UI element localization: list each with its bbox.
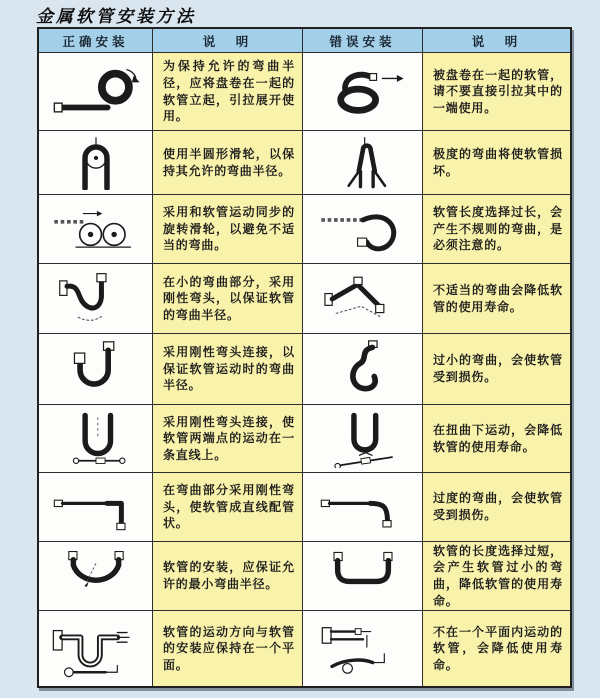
too-short-hose-illustration: [302, 542, 422, 610]
minimum-bend-radius-illustration: [39, 542, 152, 610]
header-wrong-install: 错误安装: [302, 29, 422, 52]
note-text: 采用刚性弯头连接，使软管两端点的运动在一条直线上。: [163, 414, 295, 462]
correct-description: [152, 542, 302, 610]
page-title: 金属软管安装方法: [36, 7, 196, 26]
correct-description: [152, 264, 302, 333]
wrong-description: [422, 53, 570, 130]
wrong-description: [422, 131, 570, 194]
too-small-bend-illustration: [302, 334, 422, 404]
twisted-motion-illustration: [302, 405, 422, 472]
out-of-plane-illustration: [302, 611, 422, 686]
table-row: [39, 610, 570, 686]
note-text: 软管的安装，应保证允许的最小弯曲半径。: [163, 560, 295, 591]
straight-piping-elbow-illustration: [39, 473, 152, 541]
pulley-hose-illustration: [39, 131, 152, 194]
wrong-description: [422, 542, 570, 610]
correct-description: [152, 195, 302, 263]
note-text: 被盘卷在一起的软管，请不要直接引拉其中的一端使用。: [433, 67, 563, 115]
table-row: [39, 541, 570, 610]
table-row: [39, 194, 570, 263]
table-row: [39, 263, 570, 333]
rigid-elbow-j-loop-illustration: [39, 334, 152, 404]
wrong-description: [422, 473, 570, 541]
wrong-description: [422, 195, 570, 263]
table-row: [39, 404, 570, 472]
note-text: 在扭曲下运动，会降低软管的使用寿命。: [433, 422, 563, 454]
correct-description: [152, 334, 302, 404]
note-text: 过度的弯曲，会使软管受到损伤。: [433, 491, 563, 522]
same-plane-trap-illustration: [39, 611, 152, 686]
wrong-description: [422, 611, 570, 686]
installation-guide-table: [37, 27, 572, 688]
u-loop-straight-line-illustration: [39, 405, 152, 472]
wrong-description: [422, 264, 570, 333]
note-text: 软管长度选择过长，会产生不规则的弯曲，是必须注意的。: [433, 205, 563, 253]
excessive-bend-illustration: [302, 473, 422, 541]
correct-description: [152, 611, 302, 686]
correct-description: [152, 405, 302, 472]
wrong-description: [422, 334, 570, 404]
wrong-description: [422, 405, 570, 472]
correct-description: [152, 53, 302, 130]
note-text: 不在一个平面内运动的软管，会降低使用寿命。: [433, 624, 563, 672]
improper-bend-illustration: [302, 264, 422, 333]
table-header-row: [39, 29, 570, 52]
coiled-hose-pulled-illustration: [302, 53, 422, 130]
table-row: [39, 130, 570, 194]
note-text: 过小的弯曲，会使软管受到损伤。: [433, 353, 563, 384]
note-text: 不适当的弯曲会降低软管的使用寿命。: [433, 282, 563, 314]
note-text: 在弯曲部分采用刚性弯头，使软管成直线配管状。: [163, 483, 295, 531]
note-text: 为保持允许的弯曲半径，应将盘卷在一起的软管立起，引拉展开使用。: [163, 59, 295, 124]
rotating-pulleys-illustration: [39, 195, 152, 263]
correct-description: [152, 473, 302, 541]
note-text: 采用和软管运动同步的旋转滑轮，以避免不适当的弯曲。: [163, 205, 295, 253]
header-correct-install: 正确安装: [39, 29, 152, 52]
overlong-hose-illustration: [302, 195, 422, 263]
note-text: 软管的长度选择过短，会产生软管过小的弯曲，降低软管的使用寿命。: [433, 543, 563, 608]
header-correct-note: 说 明: [152, 29, 302, 52]
note-text: 软管的运动方向与软管的安装应保持在一个平面。: [163, 624, 295, 672]
table-row: [39, 333, 570, 404]
note-text: 极度的弯曲将使软管损坏。: [433, 146, 563, 178]
note-text: 在小的弯曲部分，采用刚性弯头，以保证软管的弯曲半径。: [163, 274, 295, 322]
note-text: 使用半圆形滑轮，以保持其允许的弯曲半径。: [163, 146, 295, 178]
table-row: [39, 52, 570, 130]
table-row: [39, 472, 570, 541]
coiled-hose-upright-illustration: [39, 53, 152, 130]
sharp-hairpin-illustration: [302, 131, 422, 194]
rigid-elbow-small-bend-illustration: [39, 264, 152, 333]
correct-description: [152, 131, 302, 194]
note-text: 采用刚性弯头连接，以保证软管运动时的弯曲半径。: [163, 345, 295, 393]
header-wrong-note: 说 明: [422, 29, 570, 52]
